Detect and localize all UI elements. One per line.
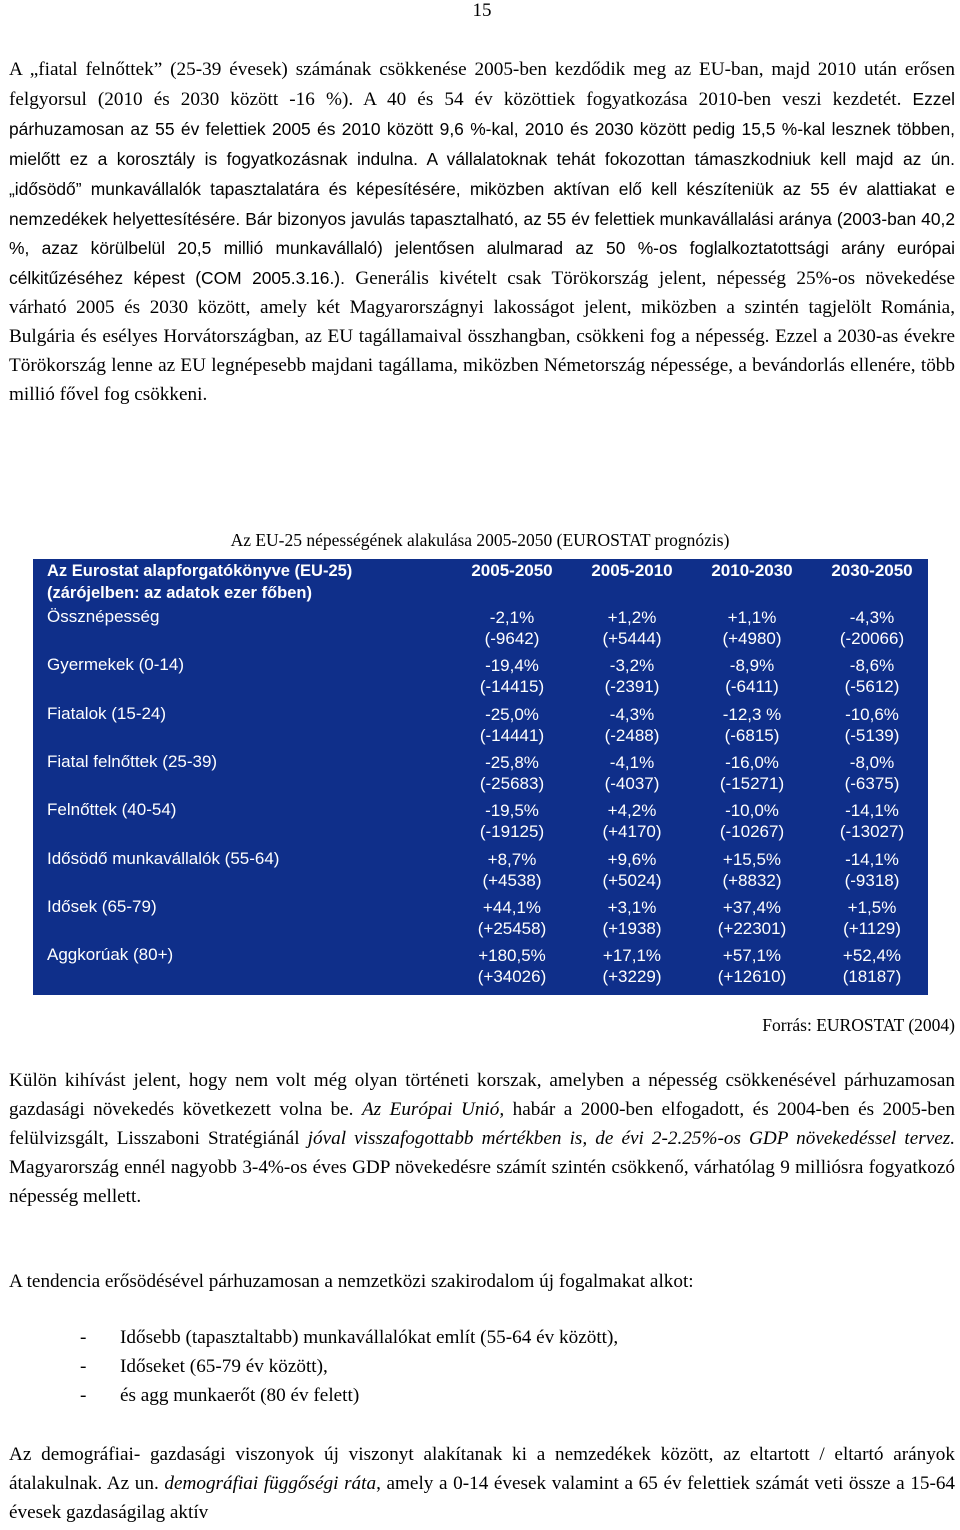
- paragraph-economy-e: Magyarország ennél nagyobb 3-4%-os éves GDP növekedésre számít szintén csökkenő, várhatólag 9 milliósra fogyatkozó népesség mellett.: [9, 1156, 955, 1207]
- table-cell: [696, 849, 808, 891]
- row-label: Idősek (65-79): [47, 896, 157, 916]
- cell-percent: -3,2%: [609, 656, 655, 676]
- paragraph-intro: [9, 56, 955, 410]
- cell-percent: -8,9%: [729, 656, 775, 676]
- table-cell: [576, 800, 688, 842]
- row-label: Felnőttek (40-54): [47, 800, 177, 820]
- cell-percent: +8,7%: [487, 849, 537, 869]
- row-label: Fiatalok (15-24): [47, 703, 167, 723]
- table-cell: [816, 800, 928, 842]
- cell-percent: -4,3%: [609, 704, 655, 724]
- table-cell: [456, 607, 568, 649]
- cell-thousands: (+5444): [602, 629, 662, 648]
- cell-thousands: (-9318): [844, 870, 900, 890]
- cell-thousands: (+4538): [482, 870, 542, 890]
- table-cell: [576, 704, 688, 746]
- paragraph-intro-c: Generális kivételt csak Törökország jelent, népesség 25%-os növekedése várható 2005 és 2030 között, amely két Magyarországnyi lakosságot jelent, miközben a szintén tagjelölt Románia, Bulgária és esélyes Horvátországban, az EU tagállamaival összhangban, csökkeni fog a népesség. Ezzel a 2030-as évekre Törökország lenne az EU legnépesebb majdani tagállama, miközben Németország népessége, a bevándorlás ellenére, több millió fővel fog csökkeni.: [9, 268, 955, 405]
- table-row: [33, 752, 928, 800]
- cell-thousands: (+5024): [602, 870, 662, 890]
- list-item: - Idősebb (tapasztaltabb) munkavállalókat említ (55-64 év között),: [80, 1327, 619, 1348]
- table-row: [33, 849, 928, 897]
- table-cell: [456, 897, 568, 939]
- paragraph-economy-d: jóval visszafogottabb mértékben is, de évi 2-2.25%-os GDP növekedéssel tervez.: [307, 1127, 956, 1149]
- cell-thousands: (-14415): [479, 677, 545, 697]
- cell-thousands: (-5139): [844, 725, 900, 745]
- cell-thousands: (-15271): [719, 773, 785, 793]
- cell-thousands: (-9642): [484, 629, 540, 648]
- table-cell: [696, 752, 808, 794]
- cell-percent: +15,5%: [722, 849, 782, 869]
- table-row: [33, 607, 928, 655]
- cell-thousands: (+34026): [477, 967, 547, 987]
- row-label: Aggkorúak (80+): [47, 945, 174, 965]
- table-cell: [576, 945, 688, 987]
- table-title: [33, 560, 352, 604]
- cell-percent: -25,0%: [485, 704, 539, 724]
- table-cell: [816, 849, 928, 891]
- cell-percent: -16,0%: [725, 752, 779, 772]
- cell-percent: -4,3%: [849, 608, 895, 627]
- cell-thousands: (+3229): [602, 967, 662, 987]
- cell-percent: +3,1%: [607, 897, 657, 917]
- table-row: [33, 800, 928, 848]
- cell-thousands: (-6815): [724, 725, 780, 745]
- cell-percent: -14,1%: [845, 849, 899, 869]
- cell-percent: -10,0%: [725, 801, 779, 821]
- table-cell: [816, 752, 928, 794]
- table-cell: [816, 704, 928, 746]
- cell-thousands: (-5612): [844, 677, 900, 697]
- cell-percent: -8,0%: [849, 752, 895, 772]
- row-label: Fiatal felnőttek (25-39): [47, 751, 218, 771]
- cell-thousands: (+22301): [717, 918, 787, 938]
- cell-percent: -19,5%: [485, 801, 539, 821]
- paragraph-demography-a: Az demográfiai- gazdasági viszonyok új viszonyt alakítanak ki a nemzedékek között, az eltartott / eltartó arányok átalakulnak. Az un.: [9, 1444, 955, 1494]
- table-row: [33, 945, 928, 993]
- table-cell: [696, 607, 808, 649]
- table-cell: [576, 607, 688, 649]
- table-cell: [456, 849, 568, 891]
- row-label: Idősödő munkavállalók (55-64): [47, 848, 280, 868]
- table-row: [33, 655, 928, 703]
- cell-percent: +17,1%: [602, 946, 662, 966]
- cell-thousands: (-2391): [604, 677, 660, 697]
- table-cell: [456, 752, 568, 794]
- table-cell: [576, 655, 688, 697]
- table-cell: [816, 607, 928, 649]
- paragraph-economy-c: habár a 2000-ben elfogadott, és 2004-ben és 2005-ben felülvizsgált, Lisszaboni Stratégiánál: [9, 1098, 955, 1149]
- cell-percent: +44,1%: [482, 897, 542, 917]
- cell-percent: +9,6%: [607, 849, 657, 869]
- table-cell: [696, 655, 808, 697]
- cell-thousands: (+4170): [602, 822, 662, 842]
- table-cell: [456, 800, 568, 842]
- row-label: Össznépesség: [47, 607, 160, 626]
- column-header: 2010-2030: [711, 561, 793, 580]
- cell-thousands: (-19125): [479, 822, 545, 842]
- cell-percent: +180,5%: [478, 946, 546, 966]
- concept-list: [80, 1323, 618, 1410]
- table-title-line1: Az Eurostat alapforgatókönyve (EU-25): [47, 562, 353, 580]
- cell-thousands: (-14441): [479, 725, 545, 745]
- list-item: - és agg munkaerőt (80 év felett): [80, 1385, 360, 1406]
- paragraph-economy-b: Az Európai Unió,: [361, 1098, 505, 1120]
- table-cell: [576, 849, 688, 891]
- cell-percent: -25,8%: [485, 752, 539, 772]
- table-header-row: [33, 559, 928, 605]
- column-header: 2030-2050: [831, 561, 913, 580]
- cell-thousands: (-10267): [719, 822, 785, 842]
- list-item: - Időseket (65-79 év között),: [80, 1356, 328, 1377]
- row-label: Gyermekek (0-14): [47, 655, 184, 675]
- cell-thousands: (+12610): [717, 967, 787, 987]
- table-row: [33, 897, 928, 945]
- paragraph-intro-a: A „fiatal felnőttek” (25-39 évesek) számának csökkenése 2005-ben kezdődik meg az EU-ban, majd 2010 után erősen felgyorsul (2010 és 2030 között -16 %). A 40 és 54 év közöttiek fogyatkozása 2010-ben veszi kezdetét.: [9, 59, 955, 110]
- cell-thousands: (-2488): [604, 725, 660, 745]
- cell-thousands: (-13027): [839, 822, 905, 842]
- page-number: 15: [472, 0, 492, 21]
- table-cell: [816, 945, 928, 987]
- cell-percent: +57,1%: [722, 946, 782, 966]
- cell-percent: +1,5%: [847, 897, 897, 917]
- cell-thousands: (+8832): [722, 870, 782, 890]
- cell-percent: +1,1%: [727, 608, 777, 627]
- table-cell: [816, 655, 928, 697]
- cell-thousands: (18187): [842, 967, 902, 987]
- paragraph-tendency: A tendencia erősödésével párhuzamosan a nemzetközi szakirodalom új fogalmakat alkot:: [9, 1271, 694, 1292]
- cell-percent: -8,6%: [849, 656, 895, 676]
- cell-thousands: (+4980): [722, 629, 782, 648]
- paragraph-demography-b: demográfiai függőségi ráta: [164, 1472, 377, 1494]
- cell-percent: -10,6%: [845, 704, 899, 724]
- column-header: 2005-2010: [591, 561, 673, 580]
- paragraph-economy-a: Külön kihívást jelent, hogy nem volt még olyan történeti korszak, amelyben a népesség csökkenésével párhuzamosan gazdasági növekedés következett volna be.: [9, 1070, 955, 1120]
- table-cell: [456, 655, 568, 697]
- cell-percent: +1,2%: [607, 608, 657, 627]
- table-source: Forrás: EUROSTAT (2004): [762, 1015, 955, 1035]
- table-title-line2: (zárójelben: az adatok ezer főben): [47, 584, 312, 602]
- table-cell: [576, 897, 688, 939]
- table-cell: [816, 897, 928, 939]
- paragraph-demography-c: , amely a 0-14 évesek valamint a 65 év felettiek számát veti össze a 15-64 évesek gazdaságilag aktív: [9, 1472, 956, 1523]
- cell-thousands: (+25458): [477, 918, 547, 938]
- cell-percent: -12,3 %: [722, 704, 782, 724]
- table-row: [33, 704, 928, 752]
- table-cell: [456, 945, 568, 987]
- population-table: [33, 559, 928, 995]
- table-cell: [696, 704, 808, 746]
- table-cell: [696, 800, 808, 842]
- cell-thousands: (+1938): [602, 918, 662, 938]
- table-cell: [696, 945, 808, 987]
- cell-percent: +37,4%: [722, 897, 782, 917]
- cell-percent: -4,1%: [609, 752, 655, 772]
- cell-thousands: (-6411): [725, 677, 779, 697]
- cell-percent: +52,4%: [842, 946, 902, 966]
- table-cell: [456, 704, 568, 746]
- cell-percent: -19,4%: [485, 656, 539, 676]
- cell-percent: -2,1%: [489, 608, 535, 627]
- table-cell: [576, 752, 688, 794]
- paragraph-intro-b: Ezzel párhuzamosan az 55 év felettiek 2005 és 2010 között 9,6 %-kal, 2010 és 2030 között pedig 15,5 %-kal lesznek többen, mielőtt ez a korosztály is fogyatkozásnak indulna. A vállalatoknak tehát fokozottan támaszkodniuk kell majd az ún.„idősödő” munkavállalók tapasztalatára és képesítésére, miközben aktívan elő kell készíteniük az 55 év alattiakat e nemzedékek helyettesítésére. Bár bizonyos javulás tapasztalható, az 55 év felettiek munkavállalási aránya (2003-ban 40,2 %, azaz körülbelül 20,5 millió munkavállaló) jelentősen alulmarad az 50 %-os foglalkoztatottsági arány európai célkitűzéséhez képest (COM 2005.3.16.).: [9, 88, 956, 289]
- cell-percent: +4,2%: [607, 801, 657, 821]
- paragraph-economy: [9, 1067, 955, 1212]
- cell-percent: -14,1%: [845, 801, 899, 821]
- cell-thousands: (+1129): [843, 918, 901, 938]
- paragraph-demography: [9, 1441, 955, 1528]
- cell-thousands: (-6375): [844, 773, 900, 793]
- table-cell: [696, 897, 808, 939]
- column-header: 2005-2050: [471, 561, 553, 580]
- cell-thousands: (-25683): [479, 773, 545, 793]
- table-caption: Az EU-25 népességének alakulása 2005-2050 (EUROSTAT prognózis): [230, 530, 730, 550]
- cell-thousands: (-20066): [839, 629, 905, 648]
- cell-thousands: (-4037): [604, 773, 660, 793]
